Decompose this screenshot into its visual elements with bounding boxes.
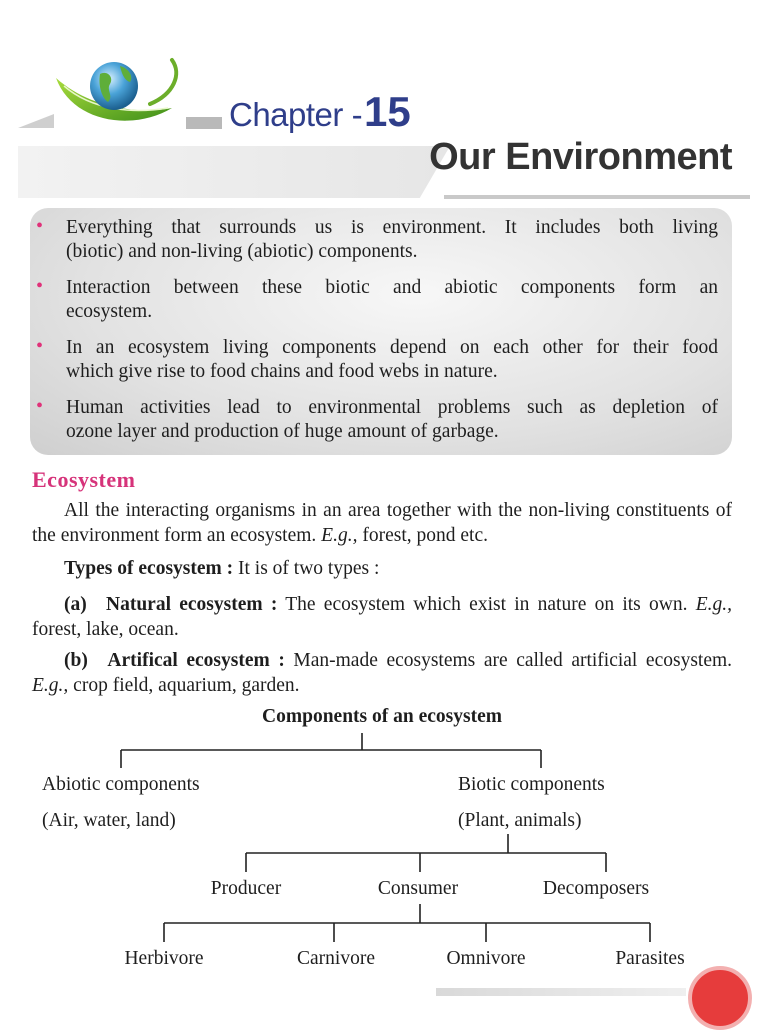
earth-leaf-icon [52,52,187,132]
artificial-marker: (b) [64,650,88,671]
footer-decor-strip [436,988,686,996]
parasites-node: Parasites [615,948,685,969]
section-heading: Ecosystem [32,467,136,492]
key-point-line: which give rise to food chains and food webs in nature. [66,361,498,382]
biotic-node: Biotic components [458,774,605,795]
abiotic-node: Abiotic components [42,774,200,795]
key-point [66,396,718,444]
artificial-label: Artifical ecosystem : [107,650,285,671]
key-point [66,336,718,384]
key-point-line: • Interaction between these biotic and abiotic components form an [66,277,718,298]
artificial-eg: E.g., [32,675,69,696]
natural-eg: E.g., [695,594,733,615]
chapter-title: Our Environment [429,136,732,178]
ecosystem-components-diagram [0,700,768,990]
carnivore-node: Carnivore [297,948,375,969]
chapter-label: Chapter - [229,96,363,133]
chapter-number: 15 [364,88,411,135]
artificial-ecosystem-paragraph [32,648,732,698]
diagram-connectors [0,700,768,990]
key-points-box [30,208,732,455]
decomposers-node: Decomposers [542,878,650,899]
page-number-badge [688,966,752,1030]
artificial-examples: crop field, aquarium, garden. [73,675,300,696]
header-decor-strip [18,114,54,128]
title-band [18,146,450,198]
natural-label: Natural ecosystem : [106,594,278,615]
key-point-line: • In an ecosystem living components depend on each other for their food [66,337,718,358]
definition-paragraph [32,498,732,548]
key-point-line: (biotic) and non-living (abiotic) components. [66,241,418,262]
title-underline [444,195,750,199]
key-point [66,216,718,264]
biotic-examples: (Plant, animals) [458,810,582,831]
chapter-decor-bar [186,117,222,129]
omnivore-node: Omnivore [446,948,526,969]
natural-ecosystem-paragraph [32,592,732,642]
consumer-node: Consumer [377,878,459,899]
definition-text: All the interacting organisms in an area together with the non-living constituents of the environment form an ecosystem. [32,500,732,546]
key-point-line: ozone layer and production of huge amount of garbage. [66,421,499,442]
herbivore-node: Herbivore [124,948,204,969]
producer-node: Producer [210,878,282,899]
abiotic-examples: (Air, water, land) [42,810,176,831]
natural-examples: forest, lake, ocean. [32,619,179,640]
key-point-line: ecosystem. [66,301,153,322]
artificial-text: Man-made ecosystems are called artificial ecosystem. [293,650,733,671]
types-text: It is of two types : [238,558,380,579]
types-label: Types of ecosystem : [64,558,234,579]
natural-marker: (a) [64,594,87,615]
key-point-line: • Everything that surrounds us is environment. It includes both living [66,217,718,238]
key-point [66,276,718,324]
definition-eg: E.g., [321,525,358,546]
diagram-root-node: Components of an ecosystem [262,706,502,727]
chapter-header [0,0,768,200]
definition-examples: forest, pond etc. [362,525,488,546]
key-point-line: • Human activities lead to environmental problems such as depletion of [66,397,718,418]
types-paragraph [32,556,732,581]
natural-text: The ecosystem which exist in nature on its own. [285,594,688,615]
key-points-list [66,216,718,444]
